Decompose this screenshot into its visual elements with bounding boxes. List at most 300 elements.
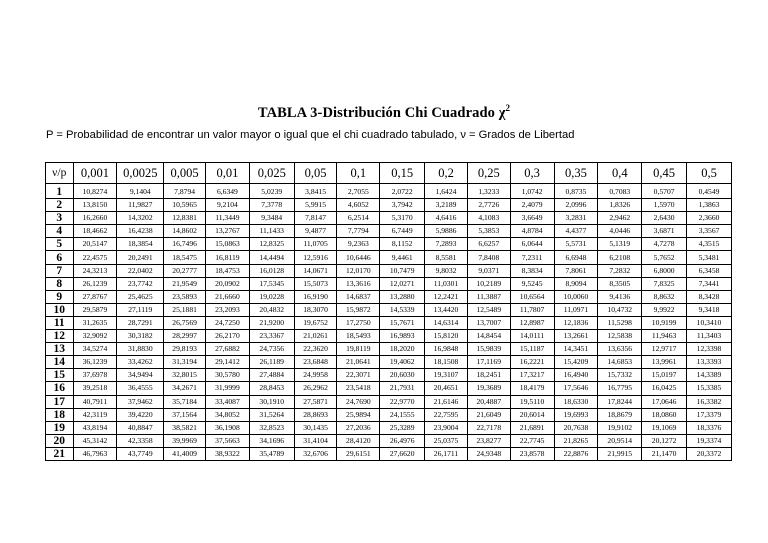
value-cell: 30,5780 [206, 369, 250, 382]
value-cell: 19,9102 [598, 421, 642, 434]
value-cell: 7,3441 [687, 277, 732, 290]
value-cell: 18,3376 [687, 421, 732, 434]
value-cell: 17,5646 [554, 382, 598, 395]
value-cell: 28,4120 [337, 434, 380, 447]
value-cell: 19,0228 [249, 290, 294, 303]
table-row [46, 238, 732, 251]
table-row [46, 290, 732, 303]
value-cell: 12,2421 [425, 290, 468, 303]
value-cell: 21,8265 [554, 434, 598, 447]
value-cell: 27,4884 [249, 369, 294, 382]
value-cell: 10,7479 [380, 264, 425, 277]
value-cell: 21,6049 [467, 408, 510, 421]
value-cell: 16,9893 [380, 330, 425, 343]
value-cell: 31,4104 [294, 434, 337, 447]
value-cell: 14,0671 [294, 264, 337, 277]
degrees-of-freedom-cell: 21 [46, 447, 74, 460]
value-cell: 18,2020 [380, 343, 425, 356]
value-cell: 10,9199 [642, 316, 687, 329]
value-cell: 28,8453 [249, 382, 294, 395]
value-cell: 31,5264 [249, 408, 294, 421]
value-cell: 9,5245 [510, 277, 554, 290]
value-cell: 13,3393 [687, 356, 732, 369]
value-cell: 18,4179 [510, 382, 554, 395]
degrees-of-freedom-cell: 15 [46, 369, 74, 382]
value-cell: 21,7931 [380, 382, 425, 395]
table-row [46, 212, 732, 225]
value-cell: 11,3887 [467, 290, 510, 303]
value-cell: 22,0402 [117, 264, 164, 277]
value-cell: 6,0644 [510, 238, 554, 251]
value-cell: 6,7449 [380, 225, 425, 238]
value-cell: 23,3367 [249, 330, 294, 343]
value-cell: 37,5663 [206, 434, 250, 447]
value-cell: 16,8119 [206, 251, 250, 264]
value-cell: 15,4209 [554, 356, 598, 369]
value-cell: 15,7671 [380, 316, 425, 329]
value-cell: 15,9872 [337, 303, 380, 316]
value-cell: 7,8325 [642, 277, 687, 290]
value-cell: 10,4732 [598, 303, 642, 316]
table-row [46, 382, 732, 395]
value-cell: 7,2832 [598, 264, 642, 277]
value-cell: 31,8830 [117, 343, 164, 356]
value-cell: 5,3481 [687, 251, 732, 264]
column-header: 0,25 [467, 163, 510, 184]
value-cell: 19,4062 [380, 356, 425, 369]
value-cell: 20,6030 [380, 369, 425, 382]
value-cell: 6,6948 [554, 251, 598, 264]
value-cell: 36,1239 [73, 356, 117, 369]
value-cell: 39,9969 [164, 434, 206, 447]
value-cell: 20,2491 [117, 251, 164, 264]
degrees-of-freedom-cell: 1 [46, 184, 74, 199]
column-header: 0,45 [642, 163, 687, 184]
value-cell: 25,9894 [337, 408, 380, 421]
value-cell: 8,1152 [380, 238, 425, 251]
value-cell: 0,8735 [554, 184, 598, 199]
value-cell: 12,3398 [687, 343, 732, 356]
table-row [46, 408, 732, 421]
value-cell: 13,7007 [467, 316, 510, 329]
value-cell: 23,8578 [510, 447, 554, 460]
value-cell: 28,2997 [164, 330, 206, 343]
value-cell: 2,3660 [687, 212, 732, 225]
value-cell: 11,0705 [294, 238, 337, 251]
value-cell: 18,5493 [337, 330, 380, 343]
value-cell: 21,6891 [510, 421, 554, 434]
value-cell: 19,6752 [294, 316, 337, 329]
value-cell: 1,5970 [642, 199, 687, 212]
table-row [46, 395, 732, 408]
value-cell: 34,2671 [164, 382, 206, 395]
column-header: 0,5 [687, 163, 732, 184]
value-cell: 16,2660 [73, 212, 117, 225]
value-cell: 31,9999 [206, 382, 250, 395]
value-cell: 21,1470 [642, 447, 687, 460]
value-cell: 20,2777 [164, 264, 206, 277]
value-cell: 9,2104 [206, 199, 250, 212]
value-cell: 8,8632 [642, 290, 687, 303]
value-cell: 15,3385 [687, 382, 732, 395]
value-cell: 9,4461 [380, 251, 425, 264]
table-row [46, 343, 732, 356]
value-cell: 13,4420 [425, 303, 468, 316]
value-cell: 35,4789 [249, 447, 294, 460]
value-cell: 18,1508 [425, 356, 468, 369]
value-cell: 39,2518 [73, 382, 117, 395]
value-cell: 31,2635 [73, 316, 117, 329]
value-cell: 16,4238 [117, 225, 164, 238]
degrees-of-freedom-cell: 8 [46, 277, 74, 290]
degrees-of-freedom-cell: 19 [46, 421, 74, 434]
subtitle: P = Probabilidad de encontrar un valor mayor o igual que el chi cuadrado tabulado, ν = Grados de Libertad [46, 129, 575, 141]
value-cell: 10,8274 [73, 184, 117, 199]
value-cell: 2,6430 [642, 212, 687, 225]
value-cell: 15,7332 [598, 369, 642, 382]
value-cell: 11,5298 [598, 316, 642, 329]
column-header: 0,0025 [117, 163, 164, 184]
value-cell: 10,5965 [164, 199, 206, 212]
value-cell: 30,1435 [294, 421, 337, 434]
value-cell: 31,3194 [164, 356, 206, 369]
degrees-of-freedom-cell: 10 [46, 303, 74, 316]
value-cell: 3,2831 [554, 212, 598, 225]
value-cell: 14,6314 [425, 316, 468, 329]
value-cell: 26,1239 [73, 277, 117, 290]
degrees-of-freedom-cell: 16 [46, 382, 74, 395]
value-cell: 27,5871 [294, 395, 337, 408]
value-cell: 29,1412 [206, 356, 250, 369]
value-cell: 17,8244 [598, 395, 642, 408]
value-cell: 8,3834 [510, 264, 554, 277]
degrees-of-freedom-cell: 12 [46, 330, 74, 343]
degrees-of-freedom-cell: 7 [46, 264, 74, 277]
value-cell: 19,8119 [337, 343, 380, 356]
value-cell: 11,0301 [425, 277, 468, 290]
value-cell: 17,3379 [687, 408, 732, 421]
value-cell: 18,3070 [294, 303, 337, 316]
value-cell: 12,0170 [337, 264, 380, 277]
value-cell: 24,7250 [206, 316, 250, 329]
value-cell: 4,6052 [337, 199, 380, 212]
value-cell: 19,5110 [510, 395, 554, 408]
value-cell: 10,2189 [467, 277, 510, 290]
value-cell: 2,4079 [510, 199, 554, 212]
value-cell: 20,1272 [642, 434, 687, 447]
value-cell: 14,6853 [598, 356, 642, 369]
value-cell: 32,8015 [164, 369, 206, 382]
title-superscript: 2 [505, 103, 511, 113]
value-cell: 9,8032 [425, 264, 468, 277]
value-cell: 19,6993 [554, 408, 598, 421]
value-cell: 13,3616 [337, 277, 380, 290]
value-cell: 29,5879 [73, 303, 117, 316]
value-cell: 22,9770 [380, 395, 425, 408]
table-row [46, 316, 732, 329]
value-cell: 11,0971 [554, 303, 598, 316]
value-cell: 18,4662 [73, 225, 117, 238]
value-cell: 19,3689 [467, 382, 510, 395]
table-row [46, 277, 732, 290]
value-cell: 19,1069 [642, 421, 687, 434]
value-cell: 20,9514 [598, 434, 642, 447]
value-cell: 23,2093 [206, 303, 250, 316]
value-cell: 18,8679 [598, 408, 642, 421]
value-cell: 20,4651 [425, 382, 468, 395]
value-cell: 37,1564 [164, 408, 206, 421]
value-cell: 27,2036 [337, 421, 380, 434]
degrees-of-freedom-cell: 9 [46, 290, 74, 303]
value-cell: 3,2189 [425, 199, 468, 212]
table-body [46, 184, 732, 461]
value-cell: 9,1404 [117, 184, 164, 199]
column-header: 0,05 [294, 163, 337, 184]
value-cell: 9,4136 [598, 290, 642, 303]
value-cell: 9,3484 [249, 212, 294, 225]
value-cell: 32,6706 [294, 447, 337, 460]
value-cell: 17,5345 [249, 277, 294, 290]
value-cell: 38,9322 [206, 447, 250, 460]
value-cell: 16,2221 [510, 356, 554, 369]
column-header: 0,1 [337, 163, 380, 184]
value-cell: 24,9958 [294, 369, 337, 382]
value-cell: 18,3854 [117, 238, 164, 251]
value-cell: 20,7638 [554, 421, 598, 434]
value-cell: 29,6151 [337, 447, 380, 460]
value-cell: 23,7742 [117, 277, 164, 290]
value-cell: 13,6356 [598, 343, 642, 356]
value-cell: 16,7795 [598, 382, 642, 395]
value-cell: 8,9094 [554, 277, 598, 290]
value-cell: 22,7745 [510, 434, 554, 447]
value-cell: 24,7356 [249, 343, 294, 356]
degrees-of-freedom-cell: 6 [46, 251, 74, 264]
value-cell: 14,4494 [249, 251, 294, 264]
value-cell: 27,1119 [117, 303, 164, 316]
value-cell: 15,9839 [467, 343, 510, 356]
value-cell: 5,5731 [554, 238, 598, 251]
degrees-of-freedom-cell: 14 [46, 356, 74, 369]
value-cell: 21,6660 [206, 290, 250, 303]
value-cell: 6,6257 [467, 238, 510, 251]
value-cell: 19,3374 [687, 434, 732, 447]
value-cell: 3,7942 [380, 199, 425, 212]
value-cell: 4,0446 [598, 225, 642, 238]
value-cell: 26,7569 [164, 316, 206, 329]
value-cell: 14,3451 [554, 343, 598, 356]
value-cell: 2,7726 [467, 199, 510, 212]
value-cell: 13,9961 [642, 356, 687, 369]
value-cell: 4,7278 [642, 238, 687, 251]
value-cell: 17,1169 [467, 356, 510, 369]
value-cell: 14,5339 [380, 303, 425, 316]
value-cell: 19,3107 [425, 369, 468, 382]
value-cell: 43,8194 [73, 421, 117, 434]
value-cell: 30,1910 [249, 395, 294, 408]
title-text: TABLA 3-Distribución Chi Cuadrado χ [257, 105, 506, 121]
value-cell: 32,8523 [249, 421, 294, 434]
value-cell: 39,4220 [117, 408, 164, 421]
value-cell: 5,9915 [294, 199, 337, 212]
value-cell: 20,0902 [206, 277, 250, 290]
table-row [46, 184, 732, 199]
table-row [46, 330, 732, 343]
value-cell: 15,0863 [206, 238, 250, 251]
value-cell: 20,3372 [687, 447, 732, 460]
table-row [46, 369, 732, 382]
value-cell: 3,3567 [687, 225, 732, 238]
value-cell: 10,6564 [510, 290, 554, 303]
column-header: 0,005 [164, 163, 206, 184]
value-cell: 24,3213 [73, 264, 117, 277]
value-cell: 21,9549 [164, 277, 206, 290]
value-cell: 24,1555 [380, 408, 425, 421]
value-cell: 37,6978 [73, 369, 117, 382]
value-cell: 10,3410 [687, 316, 732, 329]
value-cell: 10,6446 [337, 251, 380, 264]
degrees-of-freedom-cell: 4 [46, 225, 74, 238]
column-header: 0,01 [206, 163, 250, 184]
value-cell: 20,4832 [249, 303, 294, 316]
value-cell: 2,9462 [598, 212, 642, 225]
value-cell: 26,1711 [425, 447, 468, 460]
value-cell: 5,7652 [642, 251, 687, 264]
value-cell: 0,5707 [642, 184, 687, 199]
value-cell: 22,7178 [467, 421, 510, 434]
value-cell: 26,2170 [206, 330, 250, 343]
value-cell: 3,8415 [294, 184, 337, 199]
value-cell: 8,3505 [598, 277, 642, 290]
value-cell: 13,2661 [554, 330, 598, 343]
value-cell: 40,8847 [117, 421, 164, 434]
value-cell: 17,3217 [510, 369, 554, 382]
value-cell: 43,7749 [117, 447, 164, 460]
value-cell: 7,3778 [249, 199, 294, 212]
value-cell: 12,8325 [249, 238, 294, 251]
table-row [46, 303, 732, 316]
value-cell: 4,8784 [510, 225, 554, 238]
value-cell: 7,8408 [467, 251, 510, 264]
value-cell: 7,2311 [510, 251, 554, 264]
value-cell: 12,1836 [554, 316, 598, 329]
value-cell: 18,4753 [206, 264, 250, 277]
value-cell: 13,8150 [73, 199, 117, 212]
table-row [46, 199, 732, 212]
value-cell: 23,5418 [337, 382, 380, 395]
value-cell: 8,5581 [425, 251, 468, 264]
value-cell: 11,7807 [510, 303, 554, 316]
value-cell: 16,4940 [554, 369, 598, 382]
value-cell: 7,8061 [554, 264, 598, 277]
value-cell: 36,1908 [206, 421, 250, 434]
column-header: 0,2 [425, 163, 468, 184]
value-cell: 16,0128 [249, 264, 294, 277]
value-cell: 9,9922 [642, 303, 687, 316]
value-cell: 4,3515 [687, 238, 732, 251]
value-cell: 35,7184 [164, 395, 206, 408]
value-cell: 23,8277 [467, 434, 510, 447]
degrees-of-freedom-cell: 17 [46, 395, 74, 408]
value-cell: 2,0996 [554, 199, 598, 212]
value-cell: 16,7496 [164, 238, 206, 251]
value-cell: 2,0722 [380, 184, 425, 199]
value-cell: 0,7083 [598, 184, 642, 199]
column-header: 0,4 [598, 163, 642, 184]
value-cell: 10,0060 [554, 290, 598, 303]
value-cell: 9,4877 [294, 225, 337, 238]
value-cell: 28,7291 [117, 316, 164, 329]
value-cell: 15,8120 [425, 330, 468, 343]
value-cell: 4,1083 [467, 212, 510, 225]
value-cell: 12,9717 [642, 343, 687, 356]
value-cell: 12,8381 [164, 212, 206, 225]
value-cell: 8,3428 [687, 290, 732, 303]
value-cell: 5,1319 [598, 238, 642, 251]
value-cell: 2,7055 [337, 184, 380, 199]
value-cell: 17,0646 [642, 395, 687, 408]
page-title [0, 103, 768, 122]
value-cell: 15,1187 [510, 343, 554, 356]
degrees-of-freedom-cell: 5 [46, 238, 74, 251]
value-cell: 20,6014 [510, 408, 554, 421]
value-cell: 18,5475 [164, 251, 206, 264]
value-cell: 27,6882 [206, 343, 250, 356]
column-header: 0,15 [380, 163, 425, 184]
value-cell: 34,8052 [206, 408, 250, 421]
value-cell: 14,3202 [117, 212, 164, 225]
value-cell: 36,4555 [117, 382, 164, 395]
value-cell: 9,2363 [337, 238, 380, 251]
value-cell: 9,0371 [467, 264, 510, 277]
value-cell: 15,0197 [642, 369, 687, 382]
table-row [46, 225, 732, 238]
value-cell: 13,2880 [380, 290, 425, 303]
value-cell: 25,0375 [425, 434, 468, 447]
value-cell: 1,3863 [687, 199, 732, 212]
table-row [46, 447, 732, 460]
value-cell: 1,0742 [510, 184, 554, 199]
value-cell: 0,4549 [687, 184, 732, 199]
value-cell: 23,5893 [164, 290, 206, 303]
value-cell: 6,8000 [642, 264, 687, 277]
value-cell: 18,0860 [642, 408, 687, 421]
value-cell: 33,4087 [206, 395, 250, 408]
value-cell: 12,5916 [294, 251, 337, 264]
value-cell: 6,3458 [687, 264, 732, 277]
value-cell: 14,0111 [510, 330, 554, 343]
value-cell: 1,6424 [425, 184, 468, 199]
value-cell: 7,8794 [164, 184, 206, 199]
value-cell: 1,8326 [598, 199, 642, 212]
degrees-of-freedom-cell: 20 [46, 434, 74, 447]
value-cell: 4,6416 [425, 212, 468, 225]
table-row [46, 264, 732, 277]
table-row [46, 356, 732, 369]
value-cell: 16,0425 [642, 382, 687, 395]
value-cell: 5,3170 [380, 212, 425, 225]
value-cell: 7,2893 [425, 238, 468, 251]
value-cell: 11,9463 [642, 330, 687, 343]
value-cell: 30,3182 [117, 330, 164, 343]
value-cell: 26,1189 [249, 356, 294, 369]
degrees-of-freedom-cell: 11 [46, 316, 74, 329]
value-cell: 16,9848 [425, 343, 468, 356]
value-cell: 5,9886 [425, 225, 468, 238]
value-cell: 40,7911 [73, 395, 117, 408]
value-cell: 7,7794 [337, 225, 380, 238]
value-cell: 22,8876 [554, 447, 598, 460]
